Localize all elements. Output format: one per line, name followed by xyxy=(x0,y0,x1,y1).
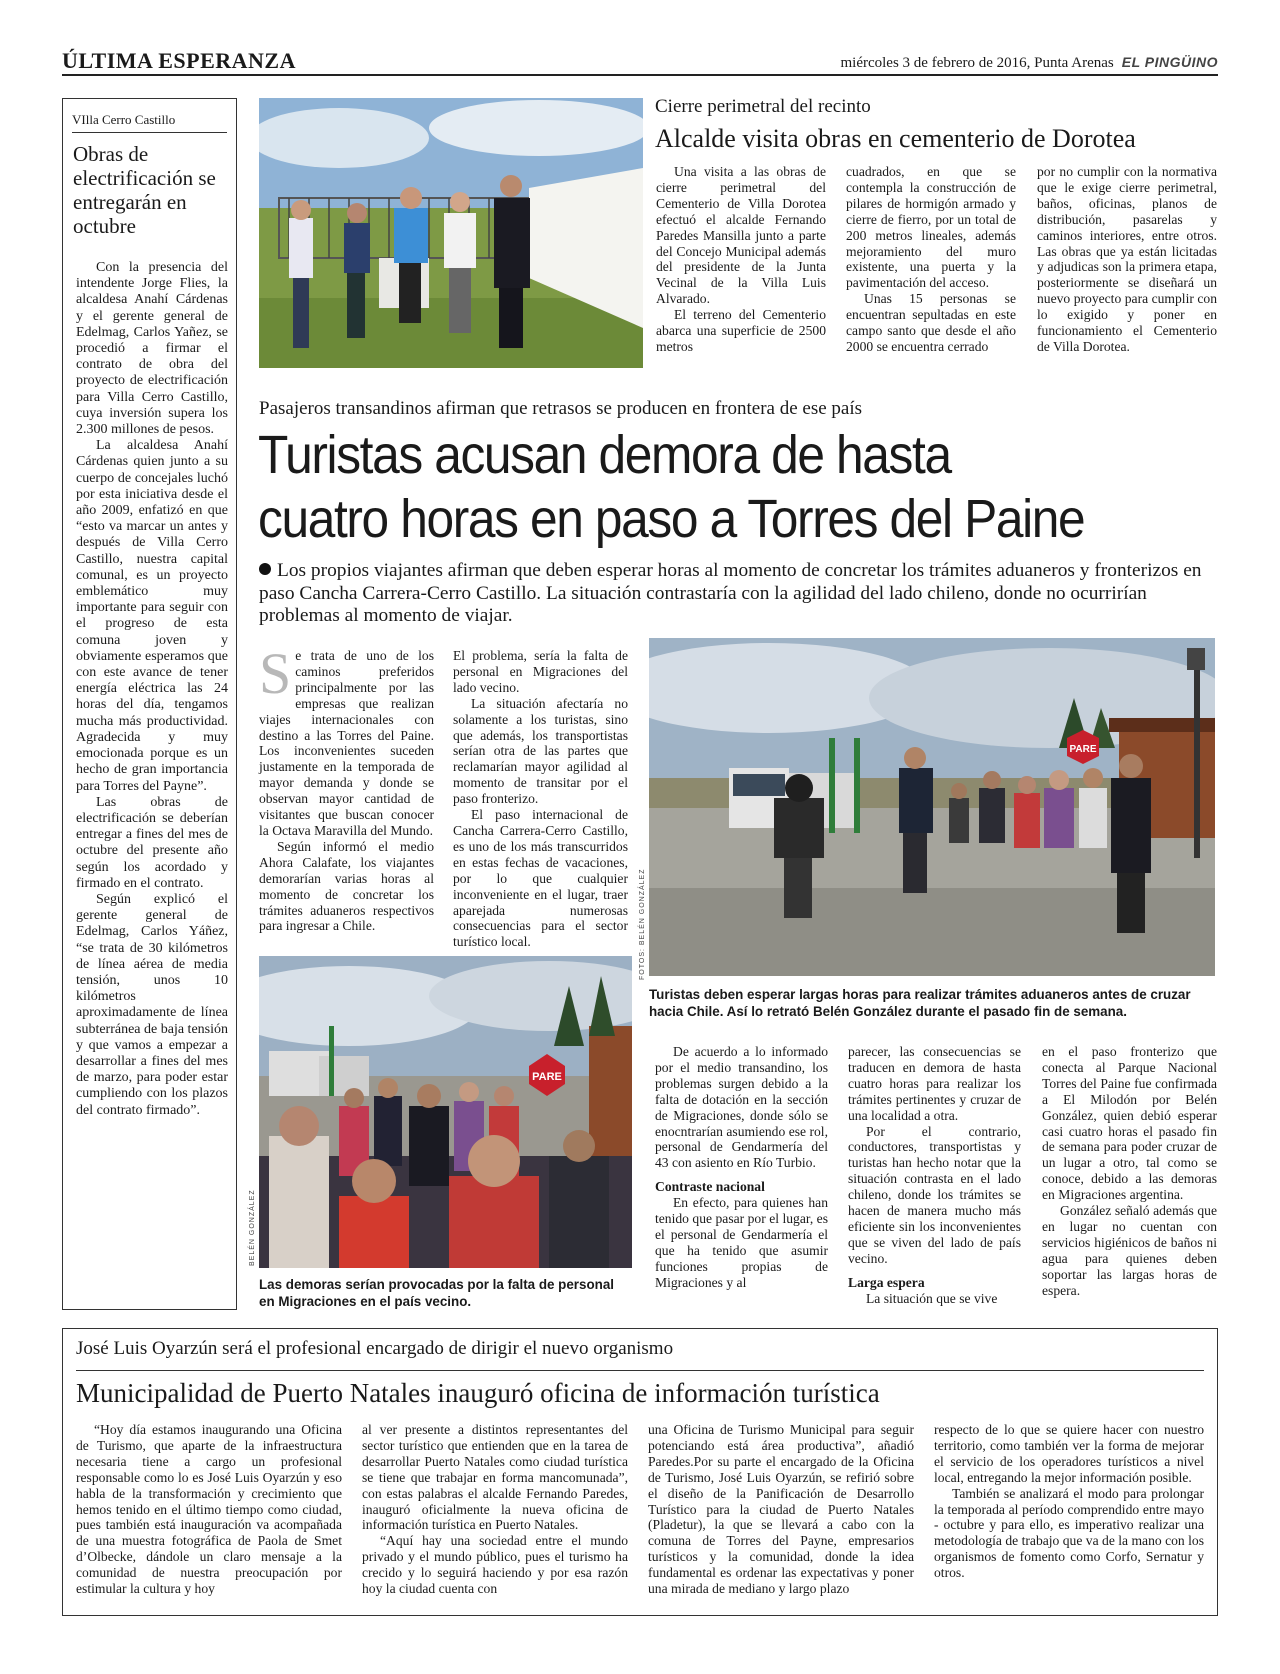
main-paragraph: La situación que se vive xyxy=(866,1290,998,1306)
main-paragraph: Según informó el medio Ahora Calafate, los viajantes demorarían varias horas al momento de concretar los trámites aduaneros respectivos para ingresar a Chile. xyxy=(259,838,434,934)
main-paragraph: Por el contrario, conductores, transportistas y turistas han hecho notar que la situación contrasta en el lado chileno, donde los trámites se hacen de manera mucho más eficiente sin los inconvenientes que se viven del lado de país vecino. xyxy=(848,1123,1021,1266)
bottom-paragraph: respecto de lo que se quiere hacer con nuestro territorio, como también ver la forma de mejorar el servicio de los operadores turísticos a nivel local, entregando la mejor información posible. xyxy=(934,1422,1204,1485)
main-paragraph: De acuerdo a lo informado por el medio transandino, los problemas surgen debido a la falta de dotación en la sección de Migraciones, donde sólo se enocntrarían asumiendo ese rol, personal de Gendarmería del 43 con asiento en Río Turbio. xyxy=(655,1044,828,1171)
header-rule xyxy=(62,74,1218,76)
main-lead-text: Los propios viajantes afirman que deben esperar horas al momento de concretar los trámites aduaneros y fronterizos en paso Cancha Carrera-Cerro Castillo. La situación contrastaría con la agilidad del lado chileno, donde no ocurrirían problemas al momento de viajar. xyxy=(259,560,1202,626)
border-crossing-photo xyxy=(649,638,1215,976)
header-dateline-group xyxy=(840,54,1218,72)
main-headline-line1: Turistas acusan demora de hasta xyxy=(258,425,951,485)
cemetery-paragraph: cuadrados, en que se contempla la construcción de pilares de hormigón armado y cierre de fierro, por un total de 200 metros lineales, además mejoramiento del muro existente, una puerta y la pavimentación del acceso. xyxy=(846,164,1016,291)
cemetery-col-3 xyxy=(1037,164,1217,355)
bottom-kicker: José Luis Oyarzún será el profesional encargado de dirigir el nuevo organismo xyxy=(76,1338,674,1359)
bottom-paragraph: “Hoy día estamos inaugurando una Oficina de Turismo, que aparte de la infraestructura necesaria tiene a cargo un profesional responsable como lo es José Luis Oyarzún y eso habla de la transformación y crecimiento que hemos tenido en el último tiempo como ciudad, pues también está inauguración va acompañada de una muestra fotográfica de Paola de Smet d’Olbecke, dándole un claro mensaje a la comunidad de nuestra preocupación por estimular la cultura y hoy xyxy=(76,1422,342,1597)
bottom-paragraph: una Oficina de Turismo Municipal para seguir potenciando está área productiva”, añadió Paredes.Por su parte el encargado de la Oficina de Turismo, José Luis Oyarzún, se refirió sobre el diseño de la Panificación de Desarrollo Turístico para la ciudad de Puerto Natales (Pladetur), la que se llevará a cabo con la comuna de Torres del Payne, empresarios turísticos y la comunidad, donde la idea fundamental es ordenar las expectativas y poner una mirada de mediano y largo plazo xyxy=(648,1422,914,1597)
cemetery-col-1 xyxy=(656,164,826,355)
newspaper-logo: EL PINGÜINO xyxy=(1121,54,1218,70)
bottom-col-2 xyxy=(362,1422,628,1597)
main-paragraph: El problema, sería la falta de personal en Migraciones del lado vecino. xyxy=(453,648,628,695)
cemetery-paragraph: por no cumplir con la normativa que le exige cierre perimetral, baños, oficinas, planos de distribución, pasarelas y caminos interiores, entre otros. Las obras que ya están licitadas y adjudicas son la primera etapa, posteriormente se diseñará un nuevo proyecto para cumplir con lo exigido y poner en funcionamiento el Cementerio de Villa Dorotea. xyxy=(1037,164,1217,354)
main-paragraph: En efecto, para quienes han tenido que pasar por el lugar, es el personal de Gendarmería el que ha tenido que asumir funciones propias de Migraciones y al xyxy=(655,1195,828,1290)
cemetery-photo xyxy=(259,98,643,368)
cemetery-headline: Alcalde visita obras en cementerio de Dorotea xyxy=(655,124,1136,153)
sidebar-title: Obras de electrificación se entregarán en octubre xyxy=(73,142,216,238)
main-paragraph: e trata de uno de los caminos preferidos principalmente por las empresas que realizan viajes internacionales con destino a las Torres del Paine. Los inconvenientes suceden justamente en la temporada de mayor demanda y donde se observan mayor cantidad de visitantes que buscan conocer la Octava Maravilla del Mundo. xyxy=(259,648,434,838)
main-lead xyxy=(259,560,1219,628)
bottom-col-3 xyxy=(648,1422,914,1597)
queue-photo-caption: Las demoras serían provocadas por la falta de personal en Migraciones en el país vecino. xyxy=(259,1277,614,1309)
bottom-kicker-rule xyxy=(76,1370,1204,1371)
stop-sign-text: PARE xyxy=(1069,744,1097,755)
main-paragraph: González señaló además que en lugar no cuentan con servicios higiénicos de baños ni agua para quienes deben soportar las largas horas de espera. xyxy=(1042,1203,1217,1298)
main-col-c xyxy=(1042,1044,1217,1299)
sidebar-paragraph: Con la presencia del intendente Jorge Flies, la alcaldesa Anahí Cárdenas y el gerente general de Edelmag, Carlos Yañez, se procedió a firmar el contrato de obra del proyecto de electrificación para Villa Cerro Castillo, cuya inversión supera los 2.300 millones de pesos. xyxy=(76,260,228,438)
bottom-paragraph: al ver presente a distintos representantes del sector turístico que entienden que en la tarea de desarrollar Puerto Natales como ciudad turística se tiene que trabajar en forma mancomunada”, con estas palabras el alcalde Fernando Paredes, inauguró oficialmente la nueva oficina de información turística en Puerto Natales. xyxy=(362,1422,628,1533)
queue-photo xyxy=(259,956,632,1268)
border-crossing-caption: Turistas deben esperar largas horas para realizar trámites aduaneros antes de cruzar hacia Chile. Así lo retrató Belén González durante el pasado fin de semana. xyxy=(649,987,1191,1019)
dateline: miércoles 3 de febrero de 2016, Punta Arenas xyxy=(840,55,1114,71)
sidebar-paragraph: La alcaldesa Anahí Cárdenas quien junto a su cuerpo de concejales luchó por esta iniciativa desde el año 2009, enfatizó en que “esto va marcar un antes y después de Villa Cerro Castillo, nuestra capital comunal, es un proyecto emblemático muy importante para seguir con el progreso de esta comuna joven y obviamente esperamos que con este avance de tener energía eléctrica las 24 horas del día, tengamos mucha más productividad. Agradecida y muy emocionada porque es un hecho de gran importancia para Torres del Payne”. xyxy=(76,438,228,794)
main-col-a xyxy=(655,1044,828,1291)
bullet-icon xyxy=(259,563,271,575)
main-col-2 xyxy=(453,648,628,950)
cemetery-paragraph: Unas 15 personas se encuentran sepultadas en este campo santo que desde el año 2000 se encuentra cerrado xyxy=(846,291,1016,354)
cemetery-paragraph: El terreno del Cementerio abarca una superficie de 2500 metros xyxy=(656,307,826,354)
stop-sign-text: PARE xyxy=(532,1071,562,1083)
main-paragraph: parecer, las consecuencias se traducen en demora de hasta cuatro horas para realizar los trámites pertinentes y cruzar de una localidad a otra. xyxy=(848,1044,1021,1123)
cemetery-kicker: Cierre perimetral del recinto xyxy=(655,96,871,117)
main-paragraph: La situación afectaría no solamente a los turistas, sino que además, los transportistas serían otra de las partes que reclamarían mayor agilidad al momento de transitar por el paso fronterizo. xyxy=(453,695,628,807)
sidebar-kicker: VIlla Cerro Castillo xyxy=(72,112,176,127)
section-name: ÚLTIMA ESPERANZA xyxy=(62,48,296,73)
bottom-paragraph: También se analizará el modo para prolongar la temporada al período comprendido entre mayo - octubre y para ello, es imperativo realizar una metodología de trabajo que va de la mano con los organismos de fomento como Corfo, Sernatur y otros. xyxy=(934,1485,1204,1581)
bottom-col-4 xyxy=(934,1422,1204,1581)
main-col-b xyxy=(848,1044,1021,1307)
main-kicker: Pasajeros transandinos afirman que retrasos se producen en frontera de ese país xyxy=(259,398,863,419)
dropcap: S xyxy=(259,641,292,706)
cemetery-col-2 xyxy=(846,164,1016,355)
sidebar-paragraph: Según explicó el gerente general de Edelmag, Carlos Yáñez, “se trata de 30 kilómetros de línea aérea de media tensión, unos 10 kilómetros aproximadamente de línea subterránea de baja tensión y que vamos a empezar a desarrollar a fines del mes de marzo, para poder estar cumpliendo con los plazos del contrato firmado”. xyxy=(76,891,228,1118)
bottom-headline: Municipalidad de Puerto Natales inauguró oficina de información turística xyxy=(76,1378,880,1408)
main-paragraph: en el paso fronterizo que conecta al Parque Nacional Torres del Paine fue confirmada a El Milodón por Belén González, quien debió esperar casi cuatro horas el pasado fin de semana para poder cruzar de un lugar a otro, tal como se conoce, debido a las demoras en Migraciones argentina. xyxy=(1042,1044,1217,1203)
sidebar-kicker-rule xyxy=(72,132,227,133)
cemetery-paragraph: Una visita a las obras de cierre perimetral del Cementerio de Villa Dorotea efectuó el alcalde Fernando Paredes Mansilla junto a parte del Concejo Municipal además del presidente de la Junta Vecinal de la Villa Luis Alvarado. xyxy=(656,164,826,307)
bottom-paragraph: “Aquí hay una sociedad entre el mundo privado y el mundo público, pues el turismo ha crecido y lo seguirá haciendo y por esa razón hoy la ciudad cuenta con xyxy=(362,1533,628,1597)
main-col-1 xyxy=(259,641,434,934)
main-paragraph: El paso internacional de Cancha Carrera-Cerro Castillo, es uno de los más transcurridos en estas fechas de vacaciones, por lo que cualquier inconveniente en el lugar, traer aparejada numerosas consecuencias para el sector turístico local. xyxy=(453,807,628,950)
photo-credit: BELÉN GONZÁLEZ xyxy=(249,1189,256,1266)
photo-credit: FOTOS: BELÉN GONZÁLEZ xyxy=(639,868,646,980)
sidebar-body xyxy=(76,260,228,1119)
subhead-larga-espera: Larga espera xyxy=(848,1274,925,1290)
sidebar-paragraph: Las obras de electrificación se deberían entregar a fines del mes de octubre del presente año según los acordado y firmado en el contrato. xyxy=(76,794,228,891)
main-headline-line2: cuatro horas en paso a Torres del Paine xyxy=(258,489,1085,549)
bottom-col-1 xyxy=(76,1422,342,1597)
subhead-contraste: Contraste nacional xyxy=(655,1179,765,1195)
